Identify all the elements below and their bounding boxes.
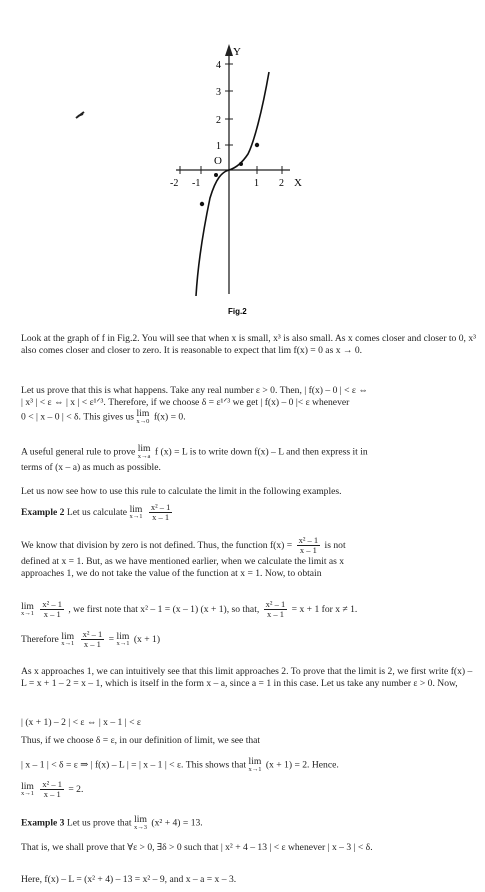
y-tick-label: 4 [216,60,221,71]
y-tick-label: 3 [216,87,221,98]
figure-2-graph [0,0,485,325]
limit-notation: lim x→1 [248,756,262,773]
text: (x + 1) [133,634,161,646]
paragraph-9: Thus, if we choose δ = ε, in our definition of limit, we see that [21,735,261,746]
curve-point [239,162,243,166]
text: (x + 1) = 2. Hence. [265,759,339,771]
text: 0 < | x – 0 | < δ. This gives us [21,411,134,423]
x-tick-label: 1 [254,178,259,189]
paragraph-6 [21,600,476,620]
limit-notation: lim x→1 [129,503,143,521]
paragraph-2 [21,385,476,425]
paragraph-12: Here, f(x) – L = (x² + 4) – 13 = x² – 9, and x – a = x – 3. [21,874,237,885]
text: Let us calculate [66,507,128,519]
y-tick-label: 1 [216,141,221,152]
paragraph-10 [21,757,476,773]
y-axis-arrow [225,44,233,56]
paragraph-4: Let us now see how to use this rule to calculate the limit in the following examples. [21,486,342,497]
text: = x + 1 for x ≠ 1. [291,604,358,616]
figure-caption: Fig.2 [228,307,247,316]
limit-notation: lim x→1 [21,600,34,618]
paragraph-3-line-2: terms of (x – a) as much as possible. [21,462,161,474]
text: A useful general rule to prove [21,446,136,458]
x-tick-label: -2 [170,178,179,189]
paragraph-2-line-2: | x³ | < ε ⇔ | x | < ε¹ᐟ³. Therefore, if we choose δ = ε¹ᐟ³ we get | f(x) – 0 |< ε whenever [21,396,350,408]
text: (x² + 4) = 13. [151,817,203,829]
paragraph-2-line-1: Let us prove that this is what happens. Take any real number ε > 0. Then, | f(x) – 0 | < ε ⇔ [21,385,368,396]
y-tick-label: 2 [216,115,221,126]
paragraph-7 [21,630,476,650]
fraction: $\frac{\text{x² – 1}}{x - 1}$ [82,629,103,650]
equation-2 [21,780,476,800]
text: = 2. [68,784,84,796]
text: f(x) = 0. [153,411,186,423]
limit-notation: lim x→1 [116,630,130,648]
pen-mark [76,112,84,118]
paragraph-8: As x approaches 1, we can intuitively see that this limit approaches 2. To prove that the limit is 2, we first write f(x) – L = x + 1 – 2 = x – 1, which is itself in the form x – a, since a = 1 in this case. Let us take any number ε > 0. Now, [21,666,473,689]
x-tick-label: 2 [279,178,284,189]
paragraph-5-line-2: defined at x = 1. But, as we have mentioned earlier, when we calculate the limit as x [21,555,345,567]
example-2-label: Example 2 [21,507,65,519]
limit-notation: lim x→0 [136,407,150,425]
text: Let us prove that [66,817,132,829]
curve-point [200,202,204,206]
paragraph-5-line-3: approaches 1, we do not take the value of the function at x = 1. Now, to obtain [21,567,322,579]
text: , we first note that x² – 1 = (x – 1) (x + 1), so that, [68,604,260,616]
paragraph-11: That is, we shall prove that ∀ε > 0, ∃δ > 0 such that | x² + 4 – 13 | < ε whenever | x – 3 | < δ. [21,842,373,853]
paragraph-5 [21,536,476,580]
curve-point [255,143,259,147]
fraction: $\frac{\text{x² – 1}}{x - 1}$ [42,599,62,620]
paragraph-1: Look at the graph of f in Fig.2. You will see that when x is small, x³ is also small. As x comes closer and closer to 0, x³ also comes closer and closer to zero. It is reasonable to expect that lim f(x) = 0 as x → 0. [21,333,477,356]
text: Therefore [21,634,59,646]
x-tick-label: -1 [192,178,201,189]
text: = [108,634,115,646]
fraction: $\frac{\text{x² – 1}}{x - 1}$ [265,599,286,620]
fraction: $\frac{\text{x² – 1}}{x - 1}$ [42,779,62,800]
limit-notation: lim x→a [137,443,151,460]
example-2-heading [21,503,476,523]
example-3-heading [21,815,476,831]
example-3-label: Example 3 [21,817,65,829]
text: | x – 1 | < δ = ε ⇒ | f(x) – L | = | x – 1 | < ε. This shows that [21,759,247,771]
text: f (x) = L is to write down f(x) – L and then express it in [154,446,368,458]
equation-1: | (x + 1) – 2 | < ε ⇔ | x – 1 | < ε [21,717,141,728]
limit-notation: lim x→1 [61,630,75,648]
text: We know that division by zero is not defined. Thus, the function f(x) = [21,540,293,552]
fraction: $\frac{\text{x² – 1}}{x - 1}$ [298,535,319,556]
limit-notation: lim x→1 [21,780,34,798]
paragraph-5-line-1 [21,536,476,556]
text: is not [324,540,346,552]
y-axis-label: Y [233,46,241,58]
fraction: $\frac{\text{x² – 1}}{x - 1}$ [150,502,171,523]
paragraph-3-line-1 [21,444,476,460]
curve-point [214,173,218,177]
x-axis-label: X [294,177,302,189]
paragraph-3 [21,444,476,474]
paragraph-2-line-3 [21,409,476,425]
origin-label: O [214,155,222,167]
limit-notation: lim x→3 [134,814,148,831]
